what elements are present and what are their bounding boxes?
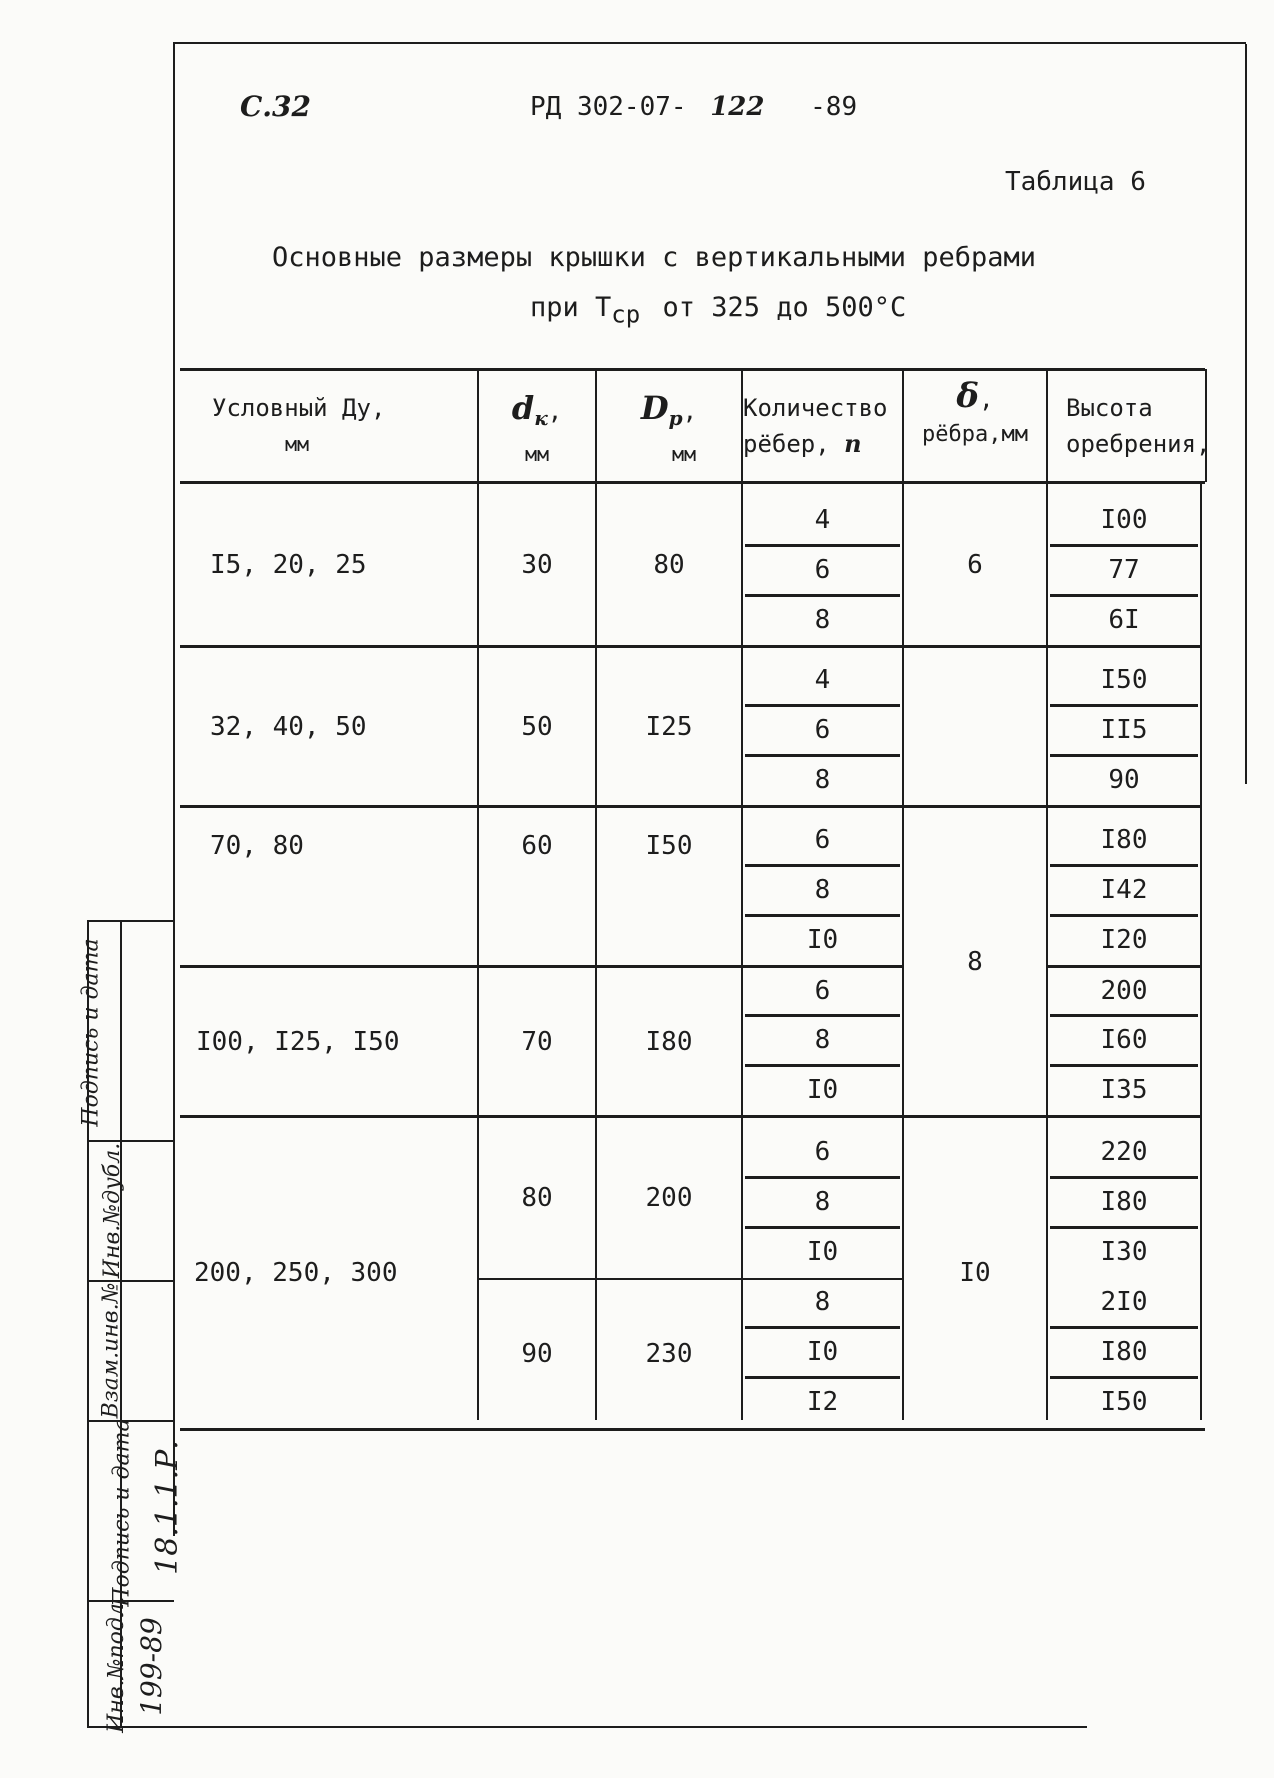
dp-cell: 230 <box>645 1339 693 1369</box>
header-dp: $D_р$, мм <box>640 389 698 466</box>
header-dk: $d_к$, мм <box>511 389 563 466</box>
h-cell: I80 <box>1100 825 1148 855</box>
stamp-label: Подпись и дата <box>109 1418 135 1607</box>
stamp-label: Инв.№подл. <box>103 1596 129 1733</box>
h-cell: I60 <box>1100 1025 1148 1055</box>
dk-cell: 70 <box>521 1026 553 1057</box>
n-cell: 6 <box>814 825 831 855</box>
n-cell: I2 <box>806 1387 839 1417</box>
signature-date: 18.1.1.Р. <box>149 1440 185 1575</box>
n-cell: I0 <box>806 1075 839 1105</box>
inv-number: 199-89 <box>134 1617 168 1716</box>
dp-cell: I25 <box>645 711 693 742</box>
h-cell: 6I <box>1108 605 1140 635</box>
n-cell: I0 <box>806 1337 839 1367</box>
table-title: Основные размеры крышки с вертикальными ребрами <box>272 242 1037 273</box>
h-cell: 77 <box>1108 555 1140 585</box>
dp-cell: I80 <box>645 1026 693 1057</box>
delta-cell: I0 <box>959 1258 991 1288</box>
dk-cell: 80 <box>521 1183 553 1213</box>
document-code: РД 302-07- 122 -89 <box>530 92 858 122</box>
h-cell: I42 <box>1100 875 1148 905</box>
stamp-label: Инв.№дубл. <box>100 1142 126 1279</box>
n-cell: 4 <box>814 665 831 695</box>
stamp-label: Взам.инв.№ <box>98 1282 124 1419</box>
n-cell: 8 <box>814 875 831 905</box>
n-cell: I0 <box>806 1237 839 1267</box>
h-cell: 90 <box>1108 765 1140 795</box>
table-subtitle: при $T_{ср}$ от 325 до 500°С <box>530 292 907 329</box>
h-cell: I50 <box>1100 1387 1148 1417</box>
du-cell: 200, 250, 300 <box>194 1258 398 1288</box>
dp-cell: 80 <box>653 549 685 580</box>
stamp-row-line <box>87 1140 174 1142</box>
du-cell: 32, 40, 50 <box>210 711 367 742</box>
n-cell: 4 <box>814 505 831 535</box>
delta-cell: 8 <box>967 946 983 977</box>
page-number: С.32 <box>240 90 311 123</box>
stamp-top-border <box>87 920 174 922</box>
h-cell: I80 <box>1100 1187 1148 1217</box>
stamp-label: Подпись и дата <box>78 938 104 1127</box>
h-cell: II5 <box>1100 715 1148 745</box>
table-top-border <box>180 368 1205 371</box>
h-cell: 220 <box>1100 1137 1148 1167</box>
n-cell: 6 <box>814 715 831 745</box>
dp-cell: I50 <box>645 831 693 861</box>
h-cell: I20 <box>1100 925 1148 955</box>
header-du: Условный Ду, мм <box>212 394 386 456</box>
du-cell: I00, I25, I50 <box>196 1026 400 1057</box>
n-cell: I0 <box>806 925 839 955</box>
header-rib-count: Количество рёбер, n <box>743 394 888 458</box>
dk-cell: 50 <box>521 711 553 742</box>
h-cell: I80 <box>1100 1337 1148 1367</box>
dk-cell: 90 <box>521 1339 553 1369</box>
n-cell: 8 <box>814 605 831 635</box>
header-rib-height: Высота оребрения, <box>1066 394 1211 458</box>
header-rib-thickness: δ, рёбра,мм <box>922 376 1028 447</box>
frame-top <box>174 42 1246 44</box>
frame-right <box>1245 44 1247 784</box>
du-cell: 70, 80 <box>210 831 304 861</box>
n-cell: 8 <box>814 1287 831 1317</box>
n-cell: 8 <box>814 765 831 795</box>
dp-cell: 200 <box>645 1183 693 1213</box>
h-cell: I35 <box>1100 1075 1148 1105</box>
n-cell: 8 <box>814 1187 831 1217</box>
dk-cell: 30 <box>521 549 553 580</box>
h-cell: I00 <box>1100 505 1148 535</box>
n-cell: 6 <box>814 555 831 585</box>
du-cell: I5, 20, 25 <box>210 549 367 580</box>
n-cell: 6 <box>814 1137 831 1167</box>
h-cell: I50 <box>1100 665 1148 695</box>
n-cell: 6 <box>814 976 831 1006</box>
n-cell: 8 <box>814 1025 831 1055</box>
h-cell: 2I0 <box>1100 1287 1148 1317</box>
h-cell: 200 <box>1100 976 1148 1006</box>
h-cell: I30 <box>1100 1237 1148 1267</box>
table-label: Таблица 6 <box>1005 167 1146 197</box>
dk-cell: 60 <box>521 831 553 861</box>
delta-cell: 6 <box>967 549 983 580</box>
table-bottom-border <box>180 1428 1205 1431</box>
col-divider-right-lower <box>1200 482 1202 1420</box>
frame-bottom <box>87 1726 1087 1728</box>
frame-left <box>173 42 175 1536</box>
